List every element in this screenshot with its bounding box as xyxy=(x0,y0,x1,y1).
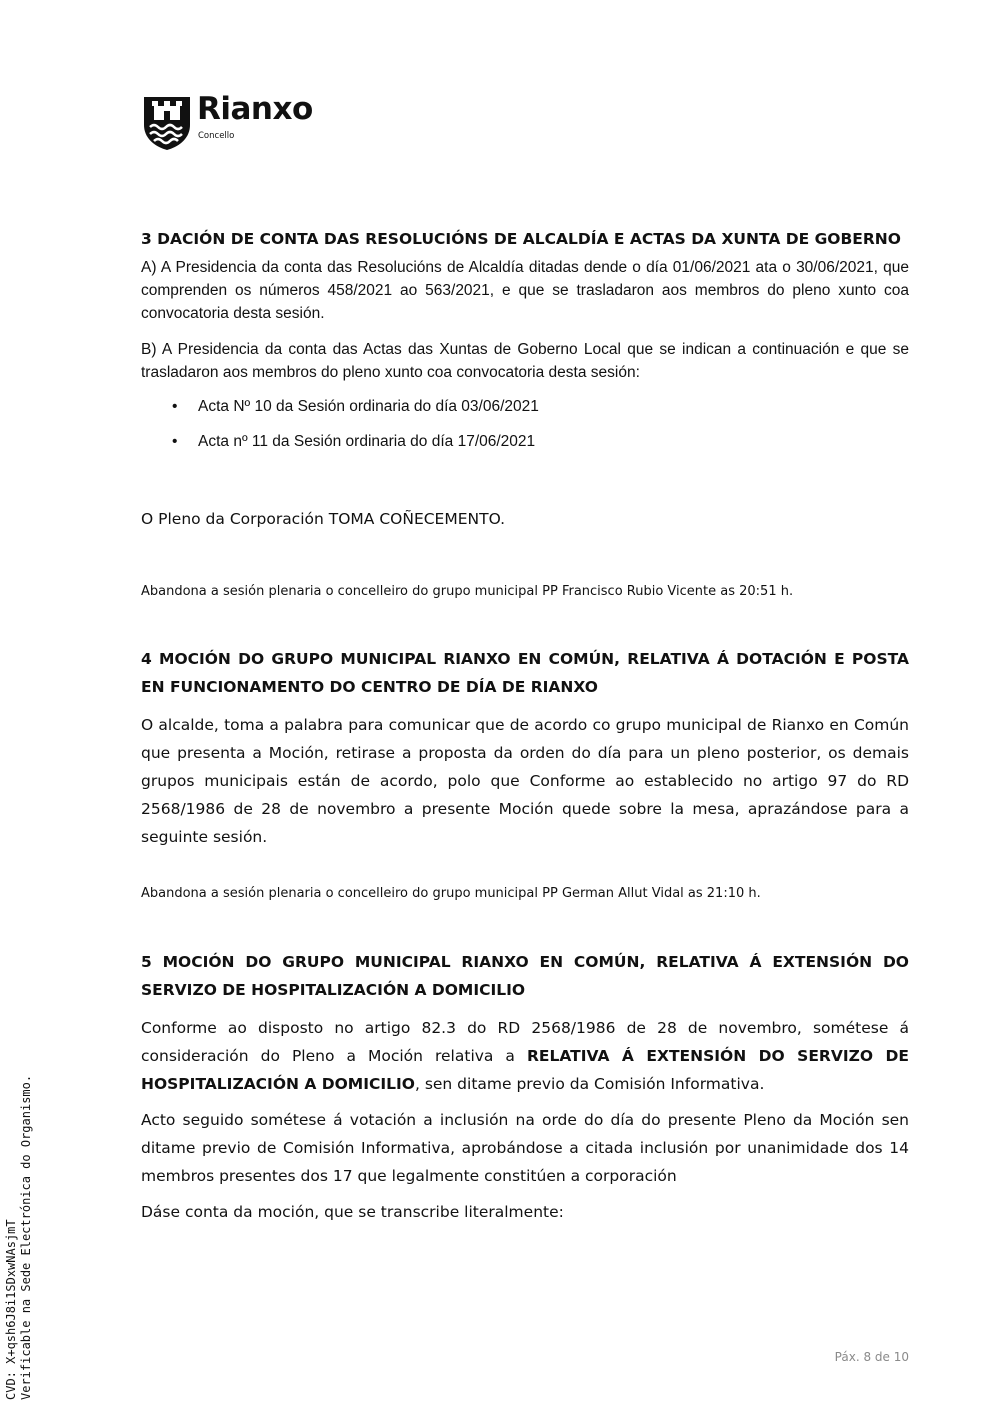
list-item xyxy=(141,397,909,432)
list-item-text: Acta Nº 10 da Sesión ordinaria do día 03/06/2021 xyxy=(198,398,539,415)
section-4-paragraph: O alcalde, toma a palabra para comunicar que de acordo co grupo municipal de Rianxo en Común que presenta a Moción, retirase a proposta da orden do día para un pleno posterior, os demais grupos municipais están de acordo, polo que Conforme ao establecido no artigo 97 do RD 2568/1986 de 28 de novembro a presente Moción quede sobre la mesa, aprazándose para a seguinte sesión. xyxy=(141,716,909,846)
page-number: Páx. 8 de 10 xyxy=(834,1350,909,1364)
castle-shield-icon xyxy=(142,95,192,151)
list-item xyxy=(141,432,909,467)
section-5-paragraph-2: Acto seguido sométese á votación a inclusión na orde do día do presente Pleno da Moción sen ditame previo de Comisión Informativa, aprobándose a citada inclusión por unanimidade dos 14 membros presentes dos 17 que legalmente constitúen a corporación xyxy=(141,1111,909,1185)
paragraph-bold-text: RELATIVA Á EXTENSIÓN DO SERVIZO DE HOSPITALIZACIÓN A DOMICILIO xyxy=(141,1047,909,1093)
paragraph-text: , sen ditame previo da Comisión Informativa. xyxy=(414,1075,765,1093)
section-3-title: 3 DACIÓN DE CONTA DAS RESOLUCIÓNS DE ALCALDÍA E ACTAS DA XUNTA DE GOBERNO xyxy=(141,230,901,248)
logo-subtitle: Concello xyxy=(198,131,235,141)
logo xyxy=(142,91,342,151)
section-4-title: 4 MOCIÓN DO GRUPO MUNICIPAL RIANXO EN COMÚN, RELATIVA Á DOTACIÓN E POSTA EN FUNCIONAMENTO DO CENTRO DE DÍA DE RIANXO xyxy=(141,650,909,696)
bullet-icon: • xyxy=(172,433,178,450)
verification-text: Verificable na Sede Electrónica do Organismo. xyxy=(19,1074,33,1400)
paragraph-text: Conforme ao disposto no artigo 82.3 do RD 2568/1986 de 28 de novembro, sométese á consideración do Pleno a Moción relativa a xyxy=(141,1019,909,1065)
logo-name: Rianxo xyxy=(197,91,313,127)
section-5-paragraph-3: Dáse conta da moción, que se transcribe literalmente: xyxy=(141,1203,564,1221)
section-5-paragraph-1 xyxy=(141,1014,909,1098)
verification-code: CVD: X+qsh6J8i1SDxwNAsjmT xyxy=(4,1219,18,1400)
section-4-note: Abandona a sesión plenaria o concelleiro do grupo municipal PP German Allut Vidal as 21:10 h. xyxy=(141,886,761,901)
section-3-paragraph-a: A) A Presidencia da conta das Resolucións de Alcaldía ditadas dende o día 01/06/2021 ata o 30/06/2021, que comprenden os números 458/2021 ao 563/2021, e que se trasladaron aos membros do pleno xunto coa convocatoria desta sesión. xyxy=(141,259,909,322)
section-3-paragraph-b: B) A Presidencia da conta das Actas das Xuntas de Goberno Local que se indican a continuación e que se trasladaron aos membros do pleno xunto coa convocatoria desta sesión: xyxy=(141,341,909,381)
acts-list xyxy=(141,397,909,467)
list-item-text: Acta nº 11 da Sesión ordinaria do día 17/06/2021 xyxy=(198,433,536,450)
section-3-note: Abandona a sesión plenaria o concelleiro do grupo municipal PP Francisco Rubio Vicente as 20:51 h. xyxy=(141,584,794,599)
document-body xyxy=(141,230,909,1234)
section-5-title: 5 MOCIÓN DO GRUPO MUNICIPAL RIANXO EN COMÚN, RELATIVA Á EXTENSIÓN DO SERVIZO DE HOSPITALIZACIÓN A DOMICILIO xyxy=(141,953,909,999)
verification-sidebar xyxy=(4,1075,34,1400)
section-3-result: O Pleno da Corporación TOMA COÑECEMENTO. xyxy=(141,510,506,528)
bullet-icon: • xyxy=(172,398,178,415)
